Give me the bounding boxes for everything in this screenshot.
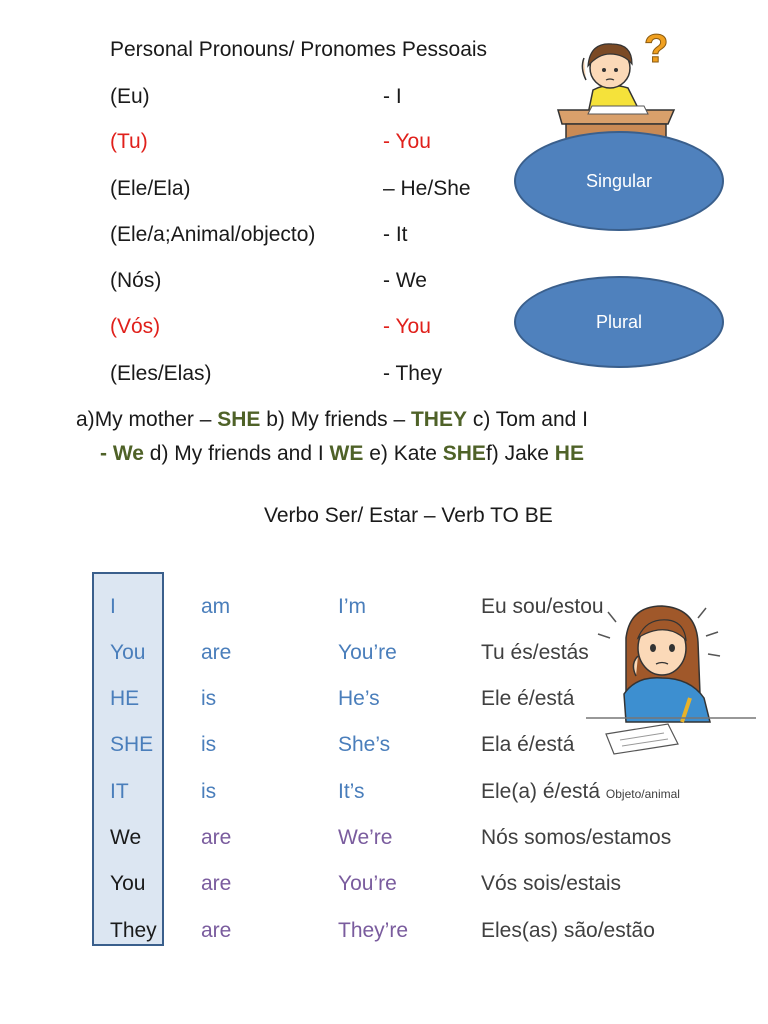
verb-form: are bbox=[201, 826, 232, 849]
exercise-e-answer: SHE bbox=[442, 442, 486, 465]
exercise-b-text: b) My friends – bbox=[260, 408, 411, 431]
verb-form: am bbox=[201, 595, 231, 618]
verb-translation: Ele é/está bbox=[481, 687, 575, 710]
plural-oval: Plural bbox=[514, 276, 724, 368]
pronoun-en-we: - We bbox=[383, 269, 427, 292]
verb-subject: You bbox=[110, 641, 146, 664]
exercise-marker-a: a) bbox=[76, 408, 95, 431]
verb-subject: We bbox=[110, 826, 142, 849]
verb-contraction: I’m bbox=[338, 595, 366, 618]
exercise-line-1 bbox=[76, 407, 588, 433]
verb-translation: Eles(as) são/estão bbox=[481, 919, 655, 942]
girl-thinking-illustration bbox=[586, 598, 758, 758]
verb-contraction: It’s bbox=[338, 780, 365, 803]
verb-form: are bbox=[201, 872, 232, 895]
verb-translation: Eu sou/estou bbox=[481, 595, 604, 618]
exercise-f-answer: HE bbox=[554, 442, 584, 465]
exercise-c-text: c) Tom and I bbox=[467, 408, 588, 431]
pronoun-en-they: - They bbox=[383, 362, 443, 385]
verb-subject: IT bbox=[110, 780, 129, 803]
pronoun-pt-tu: (Tu) bbox=[110, 130, 148, 153]
exercise-f-text: f) Jake bbox=[485, 442, 555, 465]
verb-contraction: He’s bbox=[338, 687, 380, 710]
verb-subject: HE bbox=[110, 687, 140, 710]
pronoun-pt-eu: (Eu) bbox=[110, 85, 150, 108]
pronoun-en-it: - It bbox=[383, 223, 408, 246]
exercise-b-answer: THEY bbox=[410, 408, 467, 431]
verb-translation: Tu és/estás bbox=[481, 641, 589, 664]
pronoun-pt-animal-objecto: (Ele/a;Animal/objecto) bbox=[110, 223, 316, 246]
exercise-d-text: d) My friends and I bbox=[143, 442, 330, 465]
pronoun-pt-nos: (Nós) bbox=[110, 269, 162, 292]
verb-title: Verbo Ser/ Estar – Verb TO BE bbox=[264, 504, 553, 527]
pronoun-en-i: - I bbox=[383, 85, 402, 108]
pronouns-title: Personal Pronouns/ Pronomes Pessoais bbox=[110, 38, 488, 61]
verb-contraction: She’s bbox=[338, 733, 391, 756]
verb-form: is bbox=[201, 687, 217, 710]
svg-text:?: ? bbox=[644, 27, 669, 71]
exercise-e-text: e) Kate bbox=[363, 442, 443, 465]
pronoun-en-he-she: – He/She bbox=[383, 177, 471, 200]
verb-translation: Nós somos/estamos bbox=[481, 826, 672, 849]
verb-subject: SHE bbox=[110, 733, 154, 756]
exercise-c-answer: - We bbox=[100, 442, 144, 465]
pronoun-en-you: - You bbox=[383, 130, 431, 153]
verb-translation-note: Objeto/animal bbox=[605, 787, 680, 801]
verb-contraction: You’re bbox=[338, 641, 397, 664]
verb-contraction: We’re bbox=[338, 826, 393, 849]
verb-subject: They bbox=[110, 919, 157, 942]
verb-translation: Ela é/está bbox=[481, 733, 575, 756]
boy-thinking-illustration bbox=[548, 20, 684, 148]
verb-form: are bbox=[201, 641, 232, 664]
pronoun-pt-ele-ela: (Ele/Ela) bbox=[110, 177, 191, 200]
singular-oval: Singular bbox=[514, 131, 724, 231]
verb-translation-text: Ele(a) é/está bbox=[481, 780, 601, 803]
verb-contraction: You’re bbox=[338, 872, 397, 895]
verb-translation bbox=[481, 779, 680, 807]
verb-form: is bbox=[201, 733, 217, 756]
pronoun-pt-eles-elas: (Eles/Elas) bbox=[110, 362, 212, 385]
pronoun-pt-vos: (Vós) bbox=[110, 315, 161, 338]
exercise-d-answer: WE bbox=[329, 442, 364, 465]
verb-form: is bbox=[201, 780, 217, 803]
pronoun-en-you-plural: - You bbox=[383, 315, 431, 338]
exercise-a-text: My mother – bbox=[94, 408, 218, 431]
verb-contraction: They’re bbox=[338, 919, 409, 942]
verb-subject: I bbox=[110, 595, 116, 618]
exercise-line-2 bbox=[100, 441, 584, 467]
verb-form: are bbox=[201, 919, 232, 942]
verb-subject: You bbox=[110, 872, 146, 895]
exercise-a-answer: SHE bbox=[217, 408, 261, 431]
verb-translation: Vós sois/estais bbox=[481, 872, 622, 895]
